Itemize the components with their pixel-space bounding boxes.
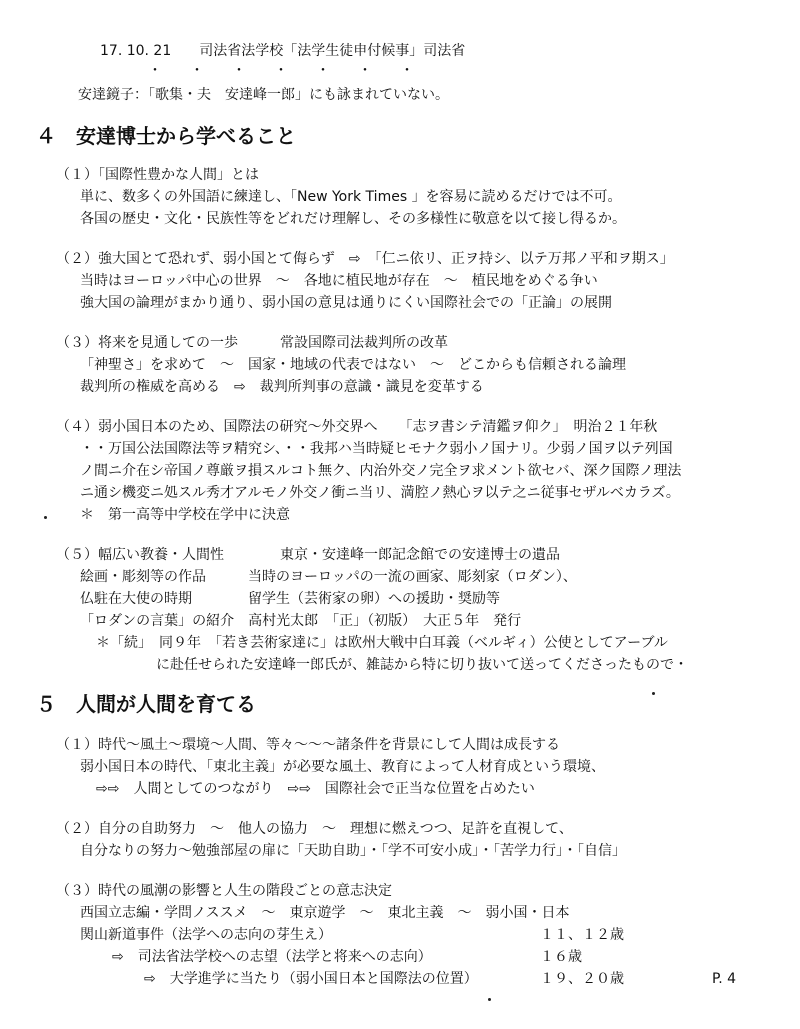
scan-speck	[652, 692, 655, 695]
section-5-heading: ５ 人間が人間を育てる	[36, 692, 256, 716]
s4-sub1-line: 各国の歴史・文化・民族性等をどれだけ理解し、その多様性に敬意を以て接し得るか。	[80, 211, 626, 227]
s5-sub2-title: （２）自分の自助努力 ～ 他人の協力 ～ 理想に燃えつつ、足許を直視して、	[56, 821, 573, 837]
scan-speck	[44, 516, 47, 519]
header-line-2: 安達鏡子：「歌集・夫 安達峰一郎」にも詠まれていない。	[78, 87, 449, 103]
s4-sub2-line: 強大国の論理がまかり通り、弱小国の意見は通りにくい国際社会での「正論」の展開	[80, 295, 612, 311]
s4-sub5-note: ＊「続」 同９年 「若き芸術家達に」は欧州大戦中白耳義（ベルギィ）公使としてアーブル	[96, 635, 668, 651]
s5-sub3-row-left: ⇨ 司法省法学校への志望（法学と将来への志向）	[112, 949, 432, 965]
s4-sub1-line: 単に、数多くの外国語に練達し、「New York Times 」を容易に読めるだけでは不可。	[80, 189, 622, 205]
s5-sub3-row-right: １１、１２歳	[540, 927, 624, 943]
s5-sub2-line: 自分なりの努力～勉強部屋の扉に「天助自助」・「学不可安小成」・「苦学力行」・「自信」	[80, 843, 626, 859]
s4-sub3-title: （３）将来を見通しての一歩 常設国際司法裁判所の改革	[56, 335, 448, 351]
s4-sub3-line: 裁判所の権威を高める ⇨ 裁判所判事の意識・識見を変革する	[80, 379, 484, 395]
page-number: P. 4	[712, 971, 737, 987]
s5-sub1-line: 弱小国日本の時代、「東北主義」が必要な風土、教育によって人材育成という環境、	[80, 759, 605, 775]
s4-sub4-note: ＊ 第一高等中学校在学中に決意	[80, 507, 290, 523]
emphasis-dots: ・ ・ ・ ・ ・ ・ ・	[148, 63, 414, 79]
section-4-heading: ４ 安達博士から学べること	[36, 124, 296, 148]
s4-sub5-line: 仏駐在大使の時期 留学生（芸術家の卵）への援助・奨励等	[80, 591, 500, 607]
s4-sub2-title: （２）強大国とて恐れず、弱小国とて侮らず ⇨ 「仁ニ依リ、正ヲ持シ、以テ万邦ノ平和ヲ期ス」	[56, 251, 674, 267]
s4-sub4-line: ニ通シ機変ニ処スル秀才アルモノ外交ノ衝ニ当リ、満腔ノ熱心ヲ以テ之ニ従事セザルベカラズ。	[80, 485, 680, 501]
s5-sub3-title: （３）時代の風潮の影響と人生の階段ごとの意志決定	[56, 883, 392, 899]
s4-sub5-note: に赴任せられた安達峰一郎氏が、雑誌から特に切り抜いて送ってくださったもので・	[156, 657, 688, 673]
s4-sub3-line: 「神聖さ」を求めて ～ 国家・地域の代表ではない ～ どこからも信頼される論理	[80, 357, 626, 373]
s5-sub1-line: ⇨⇨ 人間としてのつながり ⇨⇨ 国際社会で正当な位置を占めたい	[96, 781, 535, 797]
s4-sub4-title: （４）弱小国日本のため、国際法の研究～外交界へ 「志ヲ書シテ清鑑ヲ仰ク」 明治２１年秋	[56, 419, 658, 435]
s4-sub4-line: ノ間ニ介在シ帝国ノ尊厳ヲ損スルコト無ク、内治外交ノ完全ヲ求メント欲セバ、深ク国際ノ理法	[80, 463, 682, 479]
s4-sub5-line: 「ロダンの言葉」の紹介 高村光太郎 「正」（初版） 大正５年 発行	[80, 613, 522, 629]
s5-sub3-row-right: １９、２０歳	[540, 971, 624, 987]
s5-sub3-row-left: 関山新道事件（法学への志向の芽生え）	[80, 927, 332, 943]
s4-sub4-line: ・・万国公法国際法等ヲ精究シ、・・我邦ハ当時疑ヒモナク弱小ノ国ナリ。少弱ノ国ヲ以テ列国	[80, 441, 673, 457]
s4-sub1-title: （１）「国際性豊かな人間」とは	[56, 167, 259, 183]
s4-sub5-line: 絵画・彫刻等の作品 当時のヨーロッパの一流の画家、彫刻家（ロダン）、	[80, 569, 577, 585]
s4-sub2-line: 当時はヨーロッパ中心の世界 ～ 各地に植民地が存在 ～ 植民地をめぐる争い	[80, 273, 598, 289]
s4-sub5-title: （５）幅広い教養・人間性 東京・安達峰一郎記念館での安達博士の遺品	[56, 547, 560, 563]
s5-sub3-row-left: ⇨ 大学進学に当たり（弱小国日本と国際法の位置）	[144, 971, 478, 987]
s5-sub1-title: （１）時代～風土～環境～人間、等々～～～諸条件を背景にして人間は成長する	[56, 737, 560, 753]
header-line-1: 17. 10. 21 司法省法学校「法学生徒申付候事」司法省	[100, 43, 466, 59]
scan-speck	[488, 998, 491, 1001]
s5-sub3-line: 西国立志編・学問ノススメ ～ 東京遊学 ～ 東北主義 ～ 弱小国・日本	[80, 905, 570, 921]
s5-sub3-row-right: １６歳	[540, 949, 582, 965]
